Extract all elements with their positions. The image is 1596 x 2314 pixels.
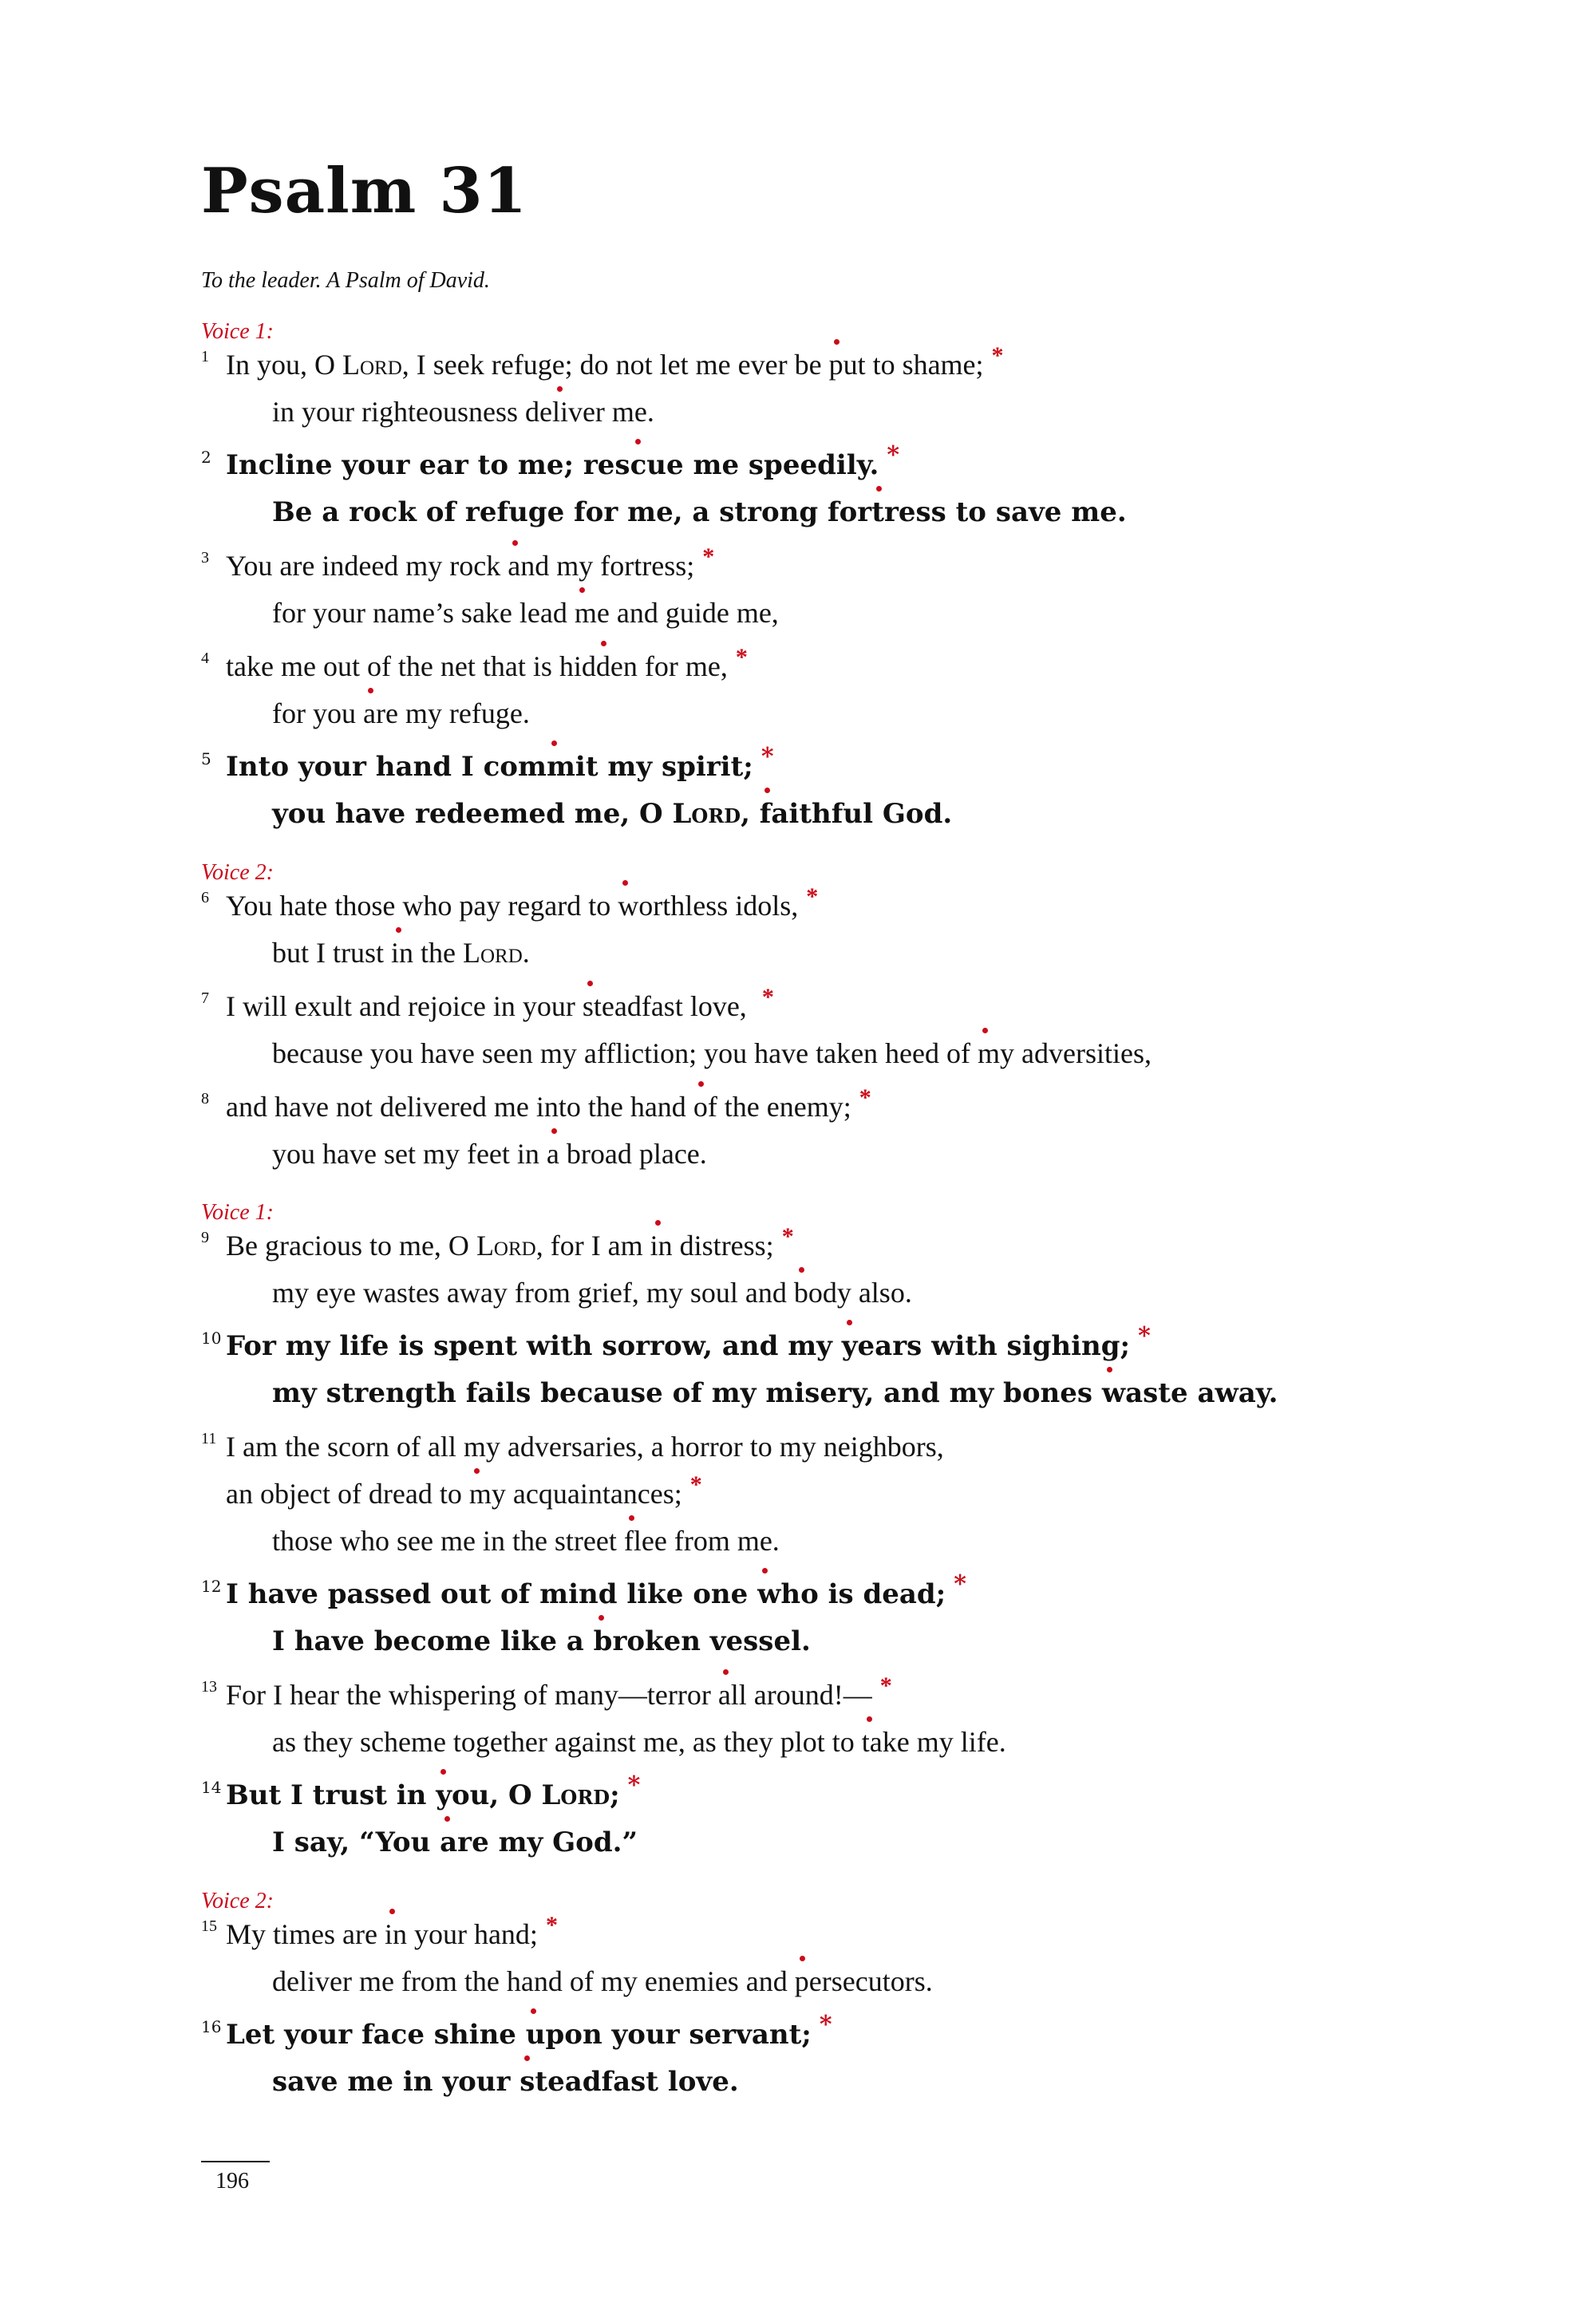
verse-number: 11 [201, 1430, 217, 1447]
pointing-dot-icon [598, 1615, 604, 1621]
verse-text: tress to save me. [871, 496, 1127, 528]
pointing-dot-icon [764, 788, 770, 793]
verse-continuation-line [201, 590, 1478, 637]
divine-name-small-caps: Lord [476, 1230, 536, 1262]
verse-first-line [201, 883, 1478, 930]
verse [201, 1222, 1478, 1317]
verse-text: In you, O [226, 349, 342, 381]
verse-text: in your righteousness de [272, 396, 552, 428]
verse-first-line [201, 1911, 1478, 1958]
verse-number: 1 [201, 348, 209, 365]
mediation-asterisk-icon: * [991, 342, 1004, 369]
verse-text: For I hear the whispering of many—terror [226, 1679, 718, 1711]
verse-continuation-line [201, 1131, 1478, 1178]
mediation-asterisk-icon: * [887, 441, 900, 469]
verse-text: I say, “You [272, 1826, 440, 1858]
verse-text: you have set my feet in [272, 1138, 547, 1170]
verse-text: Be a rock of refuge for me, a strong for [272, 496, 872, 528]
verse-text: are my God.” [440, 1826, 638, 1858]
verse-number: 16 [201, 2017, 222, 2036]
verse [201, 543, 1478, 637]
verse-first-line [201, 744, 1478, 791]
pointing-dot-icon [867, 1716, 872, 1722]
verse [201, 983, 1478, 1077]
verse-continuation-line [201, 1618, 1478, 1665]
pointing-dot-icon [629, 1515, 634, 1521]
verse-number: 10 [201, 1329, 222, 1348]
pointing-dot-icon [579, 587, 585, 593]
pointing-dot-icon [834, 339, 839, 345]
verse-text: my eye wastes away from grief, my soul and [272, 1277, 794, 1309]
verse-text: I am the scorn of all my adversaries, a horror to my neighbors, [226, 1431, 944, 1463]
mediation-asterisk-icon: * [819, 2011, 832, 2039]
pointing-dot-icon [531, 2008, 536, 2014]
verse-text: deliver me from the hand of my enemies and [272, 1965, 795, 1997]
pointing-dot-icon [524, 2055, 530, 2061]
verse-text: who is dead; [757, 1578, 946, 1610]
verse-text: for you [272, 697, 363, 729]
verse-number: 6 [201, 889, 209, 906]
verse-text: in your hand; [384, 1918, 538, 1950]
verse-number: 12 [201, 1577, 222, 1596]
pointing-dot-icon [444, 1816, 450, 1822]
pointing-dot-icon [723, 1669, 729, 1675]
verse-text: and have not delivered me into the hand [226, 1091, 693, 1123]
pointing-dot-icon [982, 1028, 988, 1033]
verse [201, 1772, 1478, 1866]
voice-label: Voice 2: [201, 860, 274, 885]
mediation-asterisk-icon: * [954, 1570, 966, 1598]
verse-continuation-line [201, 1719, 1478, 1766]
verse [201, 643, 1478, 737]
verse-text: waste away. [1101, 1377, 1278, 1409]
verse-text: for your name’s sake lead [272, 597, 575, 629]
pointing-dot-icon [389, 1909, 395, 1914]
verse-number: 2 [201, 448, 211, 467]
verse-text: cue me speedily. [630, 449, 879, 481]
verse-text: put to shame; [828, 349, 984, 381]
psalm-page [201, 152, 1478, 2106]
verse-continuation-line [201, 2059, 1478, 2106]
verse-text: an object of dread to [226, 1478, 469, 1510]
verse-continuation-line [201, 930, 1478, 977]
verse-first-line [201, 1672, 1478, 1719]
voice-label: Voice 2: [201, 1889, 274, 1913]
verse-text: me and guide me, [574, 597, 779, 629]
verse-text: persecutors. [794, 1965, 933, 1997]
verse-text: , for I am [535, 1230, 650, 1262]
verse-text: a broad place. [546, 1138, 707, 1170]
verse-text: and my fortress; [508, 550, 695, 582]
verse-text: I will exult and rejoice in your [226, 990, 583, 1022]
verse-text: . [522, 937, 530, 969]
pointing-dot-icon [622, 880, 628, 886]
verse-first-line [201, 1084, 1478, 1131]
verse-continuation-line [201, 791, 1478, 838]
verse-text: those who see me in the street [272, 1525, 624, 1557]
verse-first-line [201, 543, 1478, 590]
voice-label: Voice 1: [201, 1200, 274, 1225]
verse-text: Into your hand I com [226, 751, 547, 783]
verse-number: 14 [201, 1778, 222, 1797]
verse-continuation-line [201, 1030, 1478, 1077]
verse-text: because you have seen my affliction; you have taken heed of [272, 1037, 978, 1069]
verse-first-line [201, 2012, 1478, 2059]
verse-number: 8 [201, 1090, 209, 1108]
verse-first-line [201, 442, 1478, 489]
verse-text: years with sighing; [841, 1330, 1131, 1362]
verse-text: steadfast love, [582, 990, 754, 1022]
verse-text: I have passed out of mind like one [226, 1578, 758, 1610]
mediation-asterisk-icon: * [859, 1084, 871, 1111]
verse-number: 3 [201, 549, 209, 567]
verse-text: all around!— [717, 1679, 872, 1711]
verse-text: in distress; [650, 1230, 774, 1262]
verse-text: , [741, 798, 760, 830]
verse-number: 15 [201, 1917, 217, 1935]
verse [201, 1084, 1478, 1178]
verse-first-line [201, 1424, 1478, 1471]
verse [201, 342, 1478, 436]
verse-continuation-line [201, 690, 1478, 737]
mediation-asterisk-icon: * [735, 644, 748, 670]
verse-first-line [201, 1222, 1478, 1270]
pointing-dot-icon [655, 1220, 661, 1226]
verse-text: of the enemy; [693, 1091, 851, 1123]
pointing-dot-icon [635, 439, 641, 444]
mediation-asterisk-icon: * [689, 1471, 702, 1498]
verse-first-line [201, 643, 1478, 690]
verse-text: take me out of the net that is hid [226, 650, 596, 682]
verse-text: steadfast love. [519, 2066, 739, 2098]
mediation-asterisk-icon: * [879, 1672, 892, 1699]
verse-continuation-line [201, 1819, 1478, 1866]
divine-name-small-caps: Lord [342, 349, 402, 381]
verse [201, 883, 1478, 977]
verse [201, 744, 1478, 838]
verse-continuation-line [201, 389, 1478, 436]
verse-text: you, O [436, 1779, 542, 1811]
pointing-dot-icon [698, 1081, 704, 1087]
pointing-dot-icon [551, 1128, 557, 1134]
pointing-dot-icon [557, 386, 563, 392]
verse-text: you have redeemed me, O [272, 798, 673, 830]
voice-label: Voice 1: [201, 319, 274, 344]
verse-text: as they scheme together against me, as they plot to [272, 1726, 862, 1758]
verse-text: But I trust in [226, 1779, 437, 1811]
verse-text: liver me. [551, 396, 654, 428]
verse-text: , I seek refuge; do not let me ever be [401, 349, 829, 381]
pointing-dot-icon [474, 1468, 480, 1474]
verse [201, 1911, 1478, 2005]
page-number: 196 [215, 2169, 249, 2194]
verse [201, 442, 1478, 536]
mediation-asterisk-icon: * [781, 1223, 794, 1250]
verse-first-line [201, 1571, 1478, 1618]
pointing-dot-icon [800, 1956, 805, 1961]
mediation-asterisk-icon: * [761, 984, 774, 1010]
verse-text: My times are [226, 1918, 385, 1950]
pointing-dot-icon [440, 1769, 446, 1775]
verse-text: den for me, [595, 650, 728, 682]
verse-number: 9 [201, 1229, 209, 1246]
verse-text: save me in your [272, 2066, 520, 2098]
verse-text: Be gracious to me, O [226, 1230, 476, 1262]
verse-text: my strength fails because of my misery, and my bones [272, 1377, 1102, 1409]
verse-text: upon your servant; [525, 2019, 812, 2051]
verse [201, 1323, 1478, 1417]
verse-text: take my life. [861, 1726, 1006, 1758]
verse-text: my adversities, [978, 1037, 1152, 1069]
page-title: Psalm 31 [201, 155, 527, 227]
verse-text: Let your face shine [226, 2019, 526, 2051]
verse-text: You hate those who pay regard to [226, 890, 618, 922]
verse-text: worthless idols, [618, 890, 799, 922]
verse-continuation-line [201, 489, 1478, 536]
mediation-asterisk-icon: * [627, 1771, 641, 1799]
superscription: To the leader. A Psalm of David. [201, 268, 490, 293]
verse-number: 5 [201, 749, 211, 768]
verse-text: are my refuge. [362, 697, 530, 729]
verse-text: flee from me. [623, 1525, 780, 1557]
verse-continuation-line [201, 1370, 1478, 1417]
verse-number: 13 [201, 1678, 217, 1696]
verse [201, 1424, 1478, 1565]
verse [201, 2012, 1478, 2106]
verse-text: mit my spirit; [546, 751, 753, 783]
pointing-dot-icon [876, 486, 882, 492]
verse-text: Incline your ear to me; res [226, 449, 630, 481]
verse-continuation-line [201, 1958, 1478, 2005]
pointing-dot-icon [1107, 1367, 1112, 1372]
mediation-asterisk-icon: * [545, 1912, 558, 1938]
psalm-text [201, 316, 1478, 2106]
verse-text: but I trust [272, 937, 391, 969]
verse-text: my acquaintances; [468, 1478, 682, 1510]
pointing-dot-icon [587, 981, 593, 986]
verse-text: You are indeed my rock [226, 550, 508, 582]
verse-number: 4 [201, 650, 209, 667]
verse-text: ; [610, 1779, 620, 1811]
divine-name-small-caps: Lord [462, 937, 523, 969]
pointing-dot-icon [799, 1267, 804, 1273]
verse-first-line [201, 342, 1478, 389]
verse-text: broken vessel. [593, 1625, 811, 1657]
pointing-dot-icon [396, 927, 401, 933]
verse-text: I have become like a [272, 1625, 594, 1657]
pointing-dot-icon [551, 740, 557, 746]
verse-first-line [201, 983, 1478, 1030]
verse-first-line [201, 1323, 1478, 1370]
mediation-asterisk-icon: * [702, 543, 715, 570]
verse-text: body also. [793, 1277, 912, 1309]
mediation-asterisk-icon: * [1138, 1322, 1151, 1350]
verse-continuation-line [201, 1270, 1478, 1317]
verse-first-line [201, 1772, 1478, 1819]
pointing-dot-icon [512, 540, 518, 546]
pointing-dot-icon [601, 641, 606, 646]
footer-rule [201, 2161, 270, 2162]
mediation-asterisk-icon: * [806, 883, 819, 910]
pointing-dot-icon [762, 1568, 768, 1574]
verse-text: For my life is spent with sorrow, and my [226, 1330, 842, 1362]
verse-number: 7 [201, 989, 209, 1007]
verse [201, 1571, 1478, 1665]
verse-continuation-line [201, 1471, 1478, 1518]
verse-continuation-line [201, 1518, 1478, 1565]
mediation-asterisk-icon: * [760, 743, 774, 771]
pointing-dot-icon [368, 688, 373, 693]
verse-text: in the [391, 937, 463, 969]
verse [201, 1672, 1478, 1766]
pointing-dot-icon [847, 1320, 852, 1325]
divine-name-small-caps: Lord [541, 1779, 610, 1811]
verse-text: faithful God. [759, 798, 953, 830]
divine-name-small-caps: Lord [672, 798, 741, 830]
